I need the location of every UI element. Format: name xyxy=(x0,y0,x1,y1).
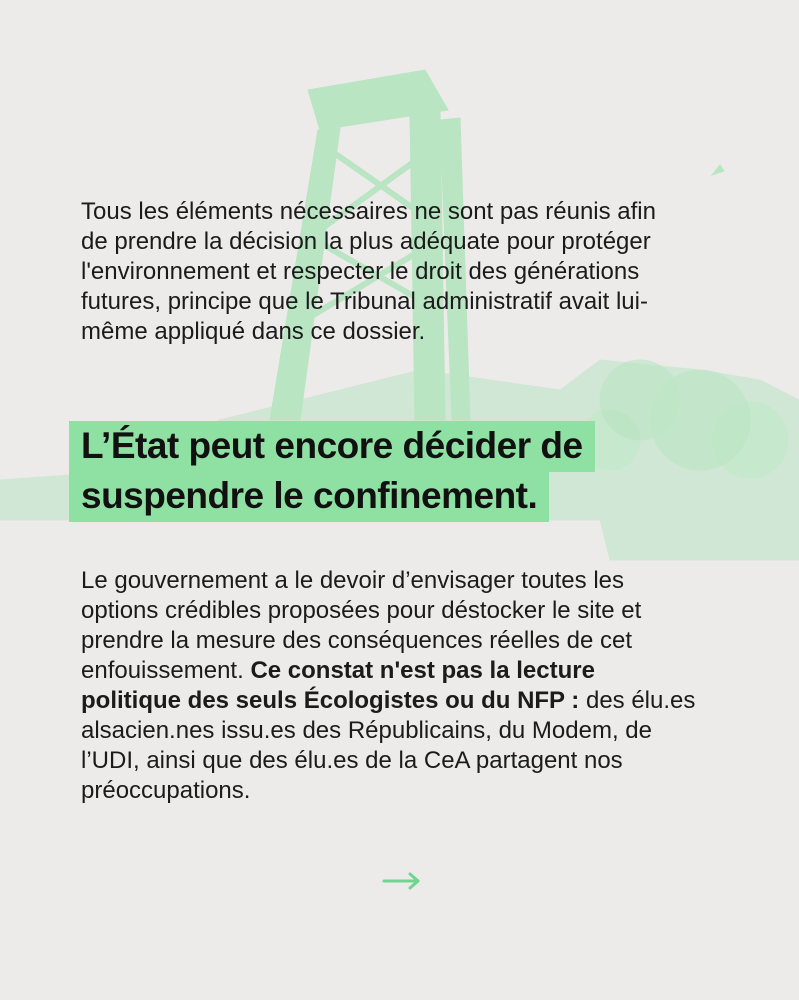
headline-highlight: L’État peut encore décider de suspendre le confinement. xyxy=(69,421,595,522)
body-outro-text: des élu.es alsacien.nes issu.es des Républicains, du Modem, de l’UDI, ainsi que des élu.es de la CeA partagent nos préoccupations. xyxy=(81,687,696,804)
body-paragraph xyxy=(81,566,701,806)
body-intro-text: Le gouvernement a le devoir d’envisager toutes les options crédibles proposées pour déstocker le site et prendre la mesure des conséquences réelles de cet enfouissement. xyxy=(81,567,642,684)
arrow-right-icon[interactable] xyxy=(382,871,422,891)
intro-paragraph: Tous les éléments nécessaires ne sont pas réunis afin de prendre la décision la plus adéquate pour protéger l'environnement et respecter le droit des générations futures, principe que le Tribunal administratif avait lui-même appliqué dans ce dossier. xyxy=(81,198,656,345)
body-bold-text: Ce constat n'est pas la lecture politique des seuls Écologistes ou du NFP : xyxy=(81,657,595,714)
headline xyxy=(69,421,709,521)
